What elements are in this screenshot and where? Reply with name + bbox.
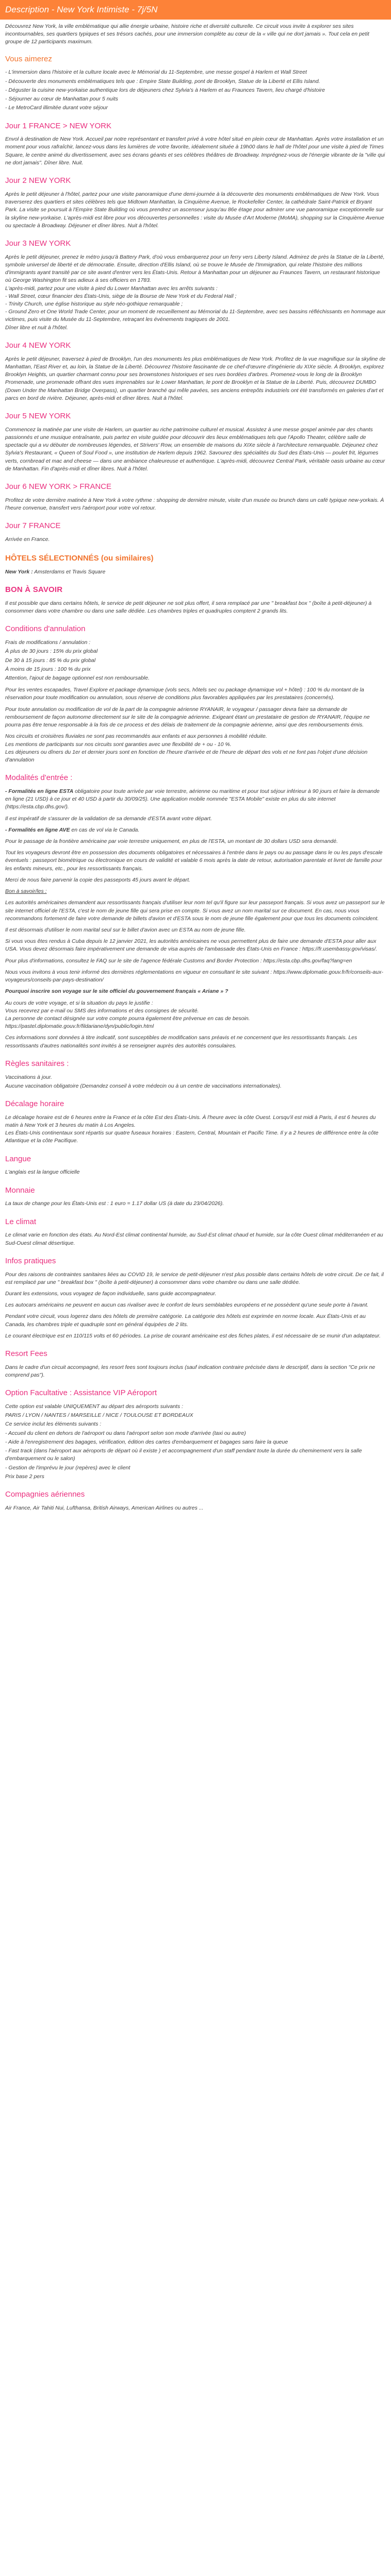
list-item: Frais de modifications / annulation : <box>5 639 91 646</box>
horaire-heading: Décalage horaire <box>5 1099 64 1108</box>
list-item: - Déguster la cuisine new-yorkaise authentique lors de déjeuners chez Sylvia's à Harlem et au Fraunces Tavern, lieu chargé d'histoire <box>5 87 325 93</box>
infos-text: Durant les extensions, vous voyagez de façon individuelle, sans guide accompagnateur. <box>5 1290 217 1297</box>
list-item: - Accueil du client en dehors de l'aéroport ou dans l'aéroport selon son mode d'arrivée (taxi ou autre) <box>5 1430 246 1436</box>
assistance-list <box>5 1403 386 1481</box>
resort-text: Dans le cadre d'un circuit accompagné, les resort fees sont toujours inclus (sauf indication contraire précisée dans le descriptif, dans la section "Ce prix ne comprend pas"). <box>5 1364 376 1378</box>
hotels-label: New York : <box>5 568 33 575</box>
list-item: Prix base 2 pers <box>5 1473 44 1480</box>
intro-text: Découvrez New York, la ville emblématique qui allie énergie urbaine, histoire riche et diversité culturelle. Ce circuit vous invite à explorer ses sites incontournables, ses quartiers typiques et ses trésors cachés, pour une immersion complète au cœur de la « ville qui ne dort jamais ». Tout cela en petit groupe de 12 participants maximum. <box>5 23 369 45</box>
bon-a-savoir-label: Bon à savoir/les : <box>5 888 47 895</box>
horaire-text: Le décalage horaire est de 6 heures entre la France et la côte Est des États-Unis. À l'heure avec la côte Ouest. Lorsqu'il est midi à Paris, il est 6 heures du matin à New York et 3 heures du matin à Los Angeles. Les États-Unis continentaux sont répartis sur quatre fuseaux horaires : Eastern, Central, Mountain et Pacific Time. Il y a 2 heures de différence entre la côte Atlantique et la côte Pacifique. <box>5 1114 379 1144</box>
annulation-text: Pour les ventes escapades, Travel Explore et package dynamique (vols secs, hôtels sec ou package dynamique vol + hôtel) : 100 % du montant de la réservation pour toute modification ou annulation, sous réserve de conditions plus favorables appliquées par les prestataires (concernés). <box>5 687 364 701</box>
list-item: Attention, l'ajout de bagage optionnel est non remboursable. <box>5 674 150 681</box>
hotels-value: Amsterdams et Travis Square <box>32 568 106 575</box>
ave-text: en cas de vol via le Canada. <box>70 826 140 833</box>
day-text: Profitez de votre dernière matinée à New York à votre rythme : shopping de dernière minute, visite d'un musée ou brunch dans un café typique new-yorkais. À l'heure convenue, transfert vers l'aéroport pour votre vol retour. <box>5 497 384 511</box>
modalites-text: Si vous vous êtes rendus à Cuba depuis le 12 janvier 2021, les autorités américaines ne vous permettent plus de faire une demande d'ESTA pour aller aux USA. Vous devez désormais faire impérativement une demande de visa auprès de l'ambassade des États-Unis en France : https://fr.usembassy.gov/visas/. <box>5 938 378 953</box>
hotels-line <box>5 568 386 576</box>
modalites-text: Pour plus d'informations, consultez le FAQ sur le site de l'agence fédérale Customs and Border Protection : https://esta.cbp.dhs.gov/faq?lang=en <box>5 957 352 964</box>
infos-text: Pour des raisons de contraintes sanitaires liées au COVID 19, le service de petit-déjeuner n'est plus possible dans certains hôtels de votre circuit. De ce fait, il est remplacé par une " breakfast box " (boîte à petit-déjeuner) à consommer dans votre chambre ou dans une salle dédiée. <box>5 1271 384 1285</box>
esta-label: - Formalités en ligne ESTA <box>5 788 74 794</box>
list-item: De 30 à 15 jours : 85 % du prix global <box>5 657 96 664</box>
list-item: Ce service inclut les éléments suivants : <box>5 1421 102 1428</box>
day-heading: Jour 3 NEW YORK <box>5 239 71 248</box>
sanitaires-list <box>5 1074 386 1090</box>
modalites-text: Nous vous invitons à vous tenir informé des dernières réglementations en vigueur en consultant le site suivant : https://www.diplomatie.gouv.fr/fr/conseils-aux-voyageurs/conseils-par-pays-destination/ <box>5 969 383 984</box>
hotels-heading: HÔTELS SÉLECTIONNÉS (ou similaires) <box>5 554 154 563</box>
modalites-text <box>5 788 386 811</box>
infos-text: Les autocars américains ne peuvent en aucun cas rivaliser avec le confort de leurs semblables européens et ne possèdent qu'une seule porte à l'avant. <box>5 1302 369 1309</box>
compagnies-heading: Compagnies aériennes <box>5 1489 85 1499</box>
langue-text: L'anglais est la langue officielle <box>5 1169 80 1176</box>
modalites-text: Tout les voyageurs devront être en possession des documents obligatoires et nécessaires à l'entrée dans le pays ou au passage dans le ou les pays d'escale éventuels : passeport biométrique ou électronique en cours de validité et valable 6 mois après la date de retour, autorisation parentale et livret de famille pour les enfants mineurs, etc., pour les ressortissants français. <box>5 850 383 872</box>
langue-heading: Langue <box>5 1154 31 1163</box>
vous-aimerez-list <box>5 69 386 112</box>
climat-text: Le climat varie en fonction des états. Au Nord-Est climat continental humide, au Sud-Est climat chaud et humide, sur la côte Ouest climat méditerranéen et au Sud-Ouest climat désertique. <box>5 1232 383 1246</box>
monnaie-heading: Monnaie <box>5 1185 35 1195</box>
list-item: - Séjourner au cœur de Manhattan pour 5 nuits <box>5 96 118 103</box>
modalites-text: Ces informations sont données à titre indicatif, sont susceptibles de modification sans préavis et ne concernent que les ressortissants français. Les ressortissants d'autres nationalités sont invités à se renseigner auprès des autorités consulaires. <box>5 1035 357 1049</box>
day-text: Après le petit déjeuner, traversez à pied de Brooklyn, l'un des monuments les plus emblématiques de New York. Profitez de la vue magnifique sur la skyline de Manhattan, l'East River et, au loin, la Statue de la Liberté. Découvrez l'histoire fascinante de ce chef-d'œuvre d'ingénierie du XIXe siècle. À Brooklyn, explorez Brooklyn Heights, un quartier charmant connu pour ses brownstones historiques et ses rues bordées d'arbres. Promenez-vous le long de la Brooklyn Promenade, une promenade offrant des vues imprenables sur le Lower Manhattan, le pont de Brooklyn et la Statue de la Liberté. Puis, découvrez DUMBO (Down Under the Manhattan Bridge Overpass), un quartier branché qui mêle pavées, ses anciens entrepôts industriels ont été transformés en galeries d'art et parcs en bord de rivière. Déjeuner, après-midi et dîner libres. Nuit à l'hôtel. <box>5 355 386 401</box>
list-item: - L'immersion dans l'histoire et la culture locale avec le Mémorial du 11-Septembre, une messe gospel à Harlem et Wall Street <box>5 69 307 76</box>
sanitaires-heading: Règles sanitaires : <box>5 1059 69 1068</box>
modalites-text: Merci de nous faire parvenir la copie des passeports 45 jours avant le départ. <box>5 876 190 883</box>
list-item: - Gestion de l'imprévu le jour (repères) avec le client <box>5 1464 131 1471</box>
list-item: À moins de 15 jours : 100 % du prix <box>5 666 91 672</box>
day-text: Après le petit déjeuner, prenez le métro jusqu'à Battery Park, d'où vous embarquerez pour un ferry vers Liberty Island. Admirez de près la Statue de la Liberté, symbole universel de liberté et de démocratie. Ensuite, direction d'Ellis Island, où se trouve le Musée de l'Immigration, qui relate l'histoire des millions d'immigrants ayant transité par ce site avant d'entrer vers les États-Unis. Retour à Manhattan pour un déjeuner au Fraunces Tavern, un restaurant historique où George Washington fit ses adieux à ses officiers en 1783. L'après-midi, partez pour une visite à pied du Lower Manhattan avec les arrêts suivants : - Wall Street, cœur financier des États-Unis, siège de la Bourse de New York et du Federal Hall ; - Trinity Church, une église historique au style néo-gothique remarquable ; - Ground Zero et One World Trade Center, pour un moment de recueillement au Mémorial du 11-Septembre, avec ses bassins réfléchissants en hommage aux victimes, puis visite du Musée du 11-Septembre, retraçant les événements tragiques de 2001. Dîner libre et nuit à l'hôtel. <box>5 253 386 331</box>
infos-text: Le courant électrique est en 110/115 volts et 60 périodes. La prise de courant américaine est des fiches plates, il est nécessaire de se munir d'un adaptateur. <box>5 1332 381 1339</box>
page-title: Description - New York Intimiste - 7j/5N <box>0 0 391 20</box>
day-heading: Jour 7 FRANCE <box>5 521 61 531</box>
modalites-heading: Modalités d'entrée : <box>5 773 73 783</box>
list-item: - Aide à l'enregistrement des bagages, vérification, édition des cartes d'embarquement et bagages sans faire la queue <box>5 1438 288 1445</box>
day-text: Envol à destination de New York. Accueil par notre représentant et transfert privé à votre hôtel situé en plein cœur de Manhattan. Après votre installation et un moment pour vous rafraîchir, lancez-vous dans les lumières de votre favorite, idéalement située à 19h00 dans le hall de l'hôtel pour une visite à pied de Times Square, le centre animé du divertissement, avec ses écrans géants et ses célèbres théâtres de Broadway. Imprégnez-vous de l'énergie vibrante de la "ville qui ne dort jamais". Dîner libre. Nuit. <box>5 136 385 166</box>
esta-text: obligatoire pour toute arrivée par voie terrestre, aérienne ou maritime et pour tout séjour inférieur à 90 jours et faire la demande en ligne (21 USD) à ce jour et 40 USD à partir du 30/09/25). Une application mobile nommée "ESTA Mobile" existe en plus du site internet (https://esta.cbp.dhs.gov/). <box>5 788 380 810</box>
list-item: Aucune vaccination obligatoire (Demandez conseil à votre médecin ou à un centre de vaccinations internationales). <box>5 1082 282 1089</box>
list-item: Cette option est valable UNIQUEMENT au départ des aéroports suivants : <box>5 1403 183 1410</box>
day-heading: Jour 1 FRANCE > NEW YORK <box>5 121 112 130</box>
modalites-text: Les autorités américaines demandent aux ressortissants français d'utiliser leur nom tel qu'il figure sur leur passeport français. Si vous avez un passeport sur le site internet officiel de l'ESTA, c'est le nom de jeune fille qui sera prise en compte. Si vous avez un nom marital sur ce document. En cas, nous vous recommandons fortement de faire votre demande de billets d'avion et d'ESTA sous le nom de jeune fille également pour que tous les documents coïncident. <box>5 900 385 922</box>
resort-heading: Resort Fees <box>5 1349 47 1359</box>
list-item: - Découverte des monuments emblématiques tels que : Empire State Building, pont de Brooklyn, Statue de la Liberté et Ellis Island. <box>5 78 320 84</box>
day-text: Commencez la matinée par une visite de Harlem, un quartier au riche patrimoine culturel et musical. Assistez à une messe gospel animée par des chants passionnés et une musique entraînante, puis partez en visite guidée pour découvrir des lieux emblématiques tels que l'Apollo Theater, célèbre salle de spectacle qui a vu débuter de nombreuses légendes, et Strivers' Row, un ensemble de maisons du XIXe siècle à l'architecture remarquable. Déjeunez chez Sylvia's Restaurant, « Queen of Soul Food », une institution de Harlem depuis 1962. Savourez des spécialités du Sud des États-Unis — poulet frit, légumes verts, cornbread et mac and cheese — dans une ambiance chaleureuse et authentique. L'après-midi, découvrez Central Park, véritable oasis urbaine au cœur de Manhattan. Fin d'après-midi et dîner libres. Nuit à l'hôtel. <box>5 426 385 472</box>
compagnies-text: Air France, Air Tahiti Nui, Lufthansa, British Airways, American Airlines ou autres ... <box>5 1504 204 1511</box>
list-item: Vaccinations à jour. <box>5 1074 52 1080</box>
day-text: Arrivée en France. <box>5 536 50 543</box>
list-item: - Fast track (dans l'aéroport aux aéroports de départ où il existe ) et accompagnement d'un staff pendant toute la durée du cheminement vers la salle d'embarquement ou le salon) <box>5 1448 362 1462</box>
day-heading: Jour 6 NEW YORK > FRANCE <box>5 482 112 492</box>
modalites-text: Pour le passage de la frontière américaine par voie terrestre uniquement, en plus de l'ESTA, un montant de 30 dollars USD sera demandé. <box>5 838 338 844</box>
annulation-heading: Conditions d'annulation <box>5 624 86 634</box>
modalites-text <box>5 826 386 834</box>
ave-label: - Formalités en ligne AVE <box>5 826 70 833</box>
list-item: - Le MetroCard illimitée durant votre séjour <box>5 105 108 111</box>
ariane-title: Pourquoi inscrire son voyage sur le site officiel du gouvernement français « Ariane » ? <box>5 988 229 995</box>
day-text: Après le petit déjeuner à l'hôtel, partez pour une visite panoramique d'une demi-journée à la découverte des monuments emblématiques de New York. Vous traverserez des quartiers et sites célèbres tels que Midtown Manhattan, la Cinquième Avenue, le Rockefeller Center, la cathédrale Saint-Patrick et Bryant Park. La visite se poursuit à l'Empire State Building où vous prendrez un ascenseur jusqu'au 86e étage pour admirer une vue panoramique exceptionnelle sur la skyline new-yorkaise. L'après-midi est libre pour vos découvertes personnelles : visite du Musée d'Art Moderne (MoMA), shopping sur la Cinquième Avenue ou spectacle à Broadway. Déjeuner et dîner libres. Nuit à l'hôtel. <box>5 191 384 229</box>
assistance-heading: Option Facultative : Assistance VIP Aéroport <box>5 1388 157 1398</box>
annulation-text: Pour toute annulation ou modification de vol de la part de la compagnie aérienne RYANAIR, le voyageur / passager devra faire sa demande de remboursement de façon autonome directement sur le site de la compagnie aérienne. Exigeant étant un prestataire de gestion de RYANAIR, l'équipe ne pourra pas être tenue responsable à la fois de ce process et des délais de traitement de la compagnie aérienne, ainsi que des remboursements émis. <box>5 706 370 728</box>
day-heading: Jour 5 NEW YORK <box>5 411 71 420</box>
annulation-fees <box>5 639 386 682</box>
bon-a-savoir-heading: BON À SAVOIR <box>5 585 63 595</box>
infos-heading: Infos pratiques <box>5 1256 56 1265</box>
bon-a-savoir-text: Il est possible que dans certains hôtels, le service de petit déjeuner ne soit plus offert, il sera remplacé par une " breakfast box " (boîte à petit-déjeuner) à consommer dans votre chambre ou dans une salle dédiée. Les chambres triples et quadruples comptent 2 grands lits. <box>5 600 372 615</box>
monnaie-text: La taux de change pour les États-Unis est : 1 euro = 1.17 dollar US (à date du 23/04/2026). <box>5 1200 224 1207</box>
vous-aimerez-heading: Vous aimerez <box>5 54 52 63</box>
day-heading: Jour 4 NEW YORK <box>5 341 71 350</box>
ariane-text: Au cours de votre voyage, et si la situation du pays le justifie : Vous recevrez par e-mail ou SMS des informations et des consignes de sécurité. La personne de contact désignée sur votre compte pourra également être prévenue en cas de besoin. https://pastel.diplomatie.gouv.fr/fildariane/dyn/public/login.html <box>5 999 250 1030</box>
day-heading: Jour 2 NEW YORK <box>5 176 71 185</box>
list-item: À plus de 30 jours : 15% du prix global <box>5 648 98 655</box>
annulation-text: Nos circuits et croisières fluviales ne sont pas recommandés aux enfants et aux personnes à mobilité réduite. Les mentions de participants sur nos circuits sont garanties avec une flexibilité de + ou - 10 %. Les déjeuners ou dîners du 1er et dernier jours sont en fonction de l'heure d'arrivée et de l'heure de départ des vols et ne font pas l'objet d'une décision d'annulation <box>5 733 368 763</box>
infos-text: Pendant votre circuit, vous logerez dans des hôtels de première catégorie. La catégorie des hôtels est exprimée en norme locale. Aux États-Unis et au Canada, les chambres triple et quadruple sont en général équipées de 2 lits. <box>5 1313 366 1328</box>
list-item: PARIS / LYON / NANTES / MARSEILLE / NICE / TOULOUSE ET BORDEAUX <box>5 1412 193 1419</box>
description-content <box>0 20 391 1512</box>
modalites-text: Il est désormais d'utiliser le nom marital seul sur le billet d'avion avec un ESTA au nom de jeune fille. <box>5 926 246 933</box>
modalites-text: Il est impératif de s'assurer de la validation de sa demande d'ESTA avant votre départ. <box>5 815 212 822</box>
climat-heading: Le climat <box>5 1217 37 1226</box>
